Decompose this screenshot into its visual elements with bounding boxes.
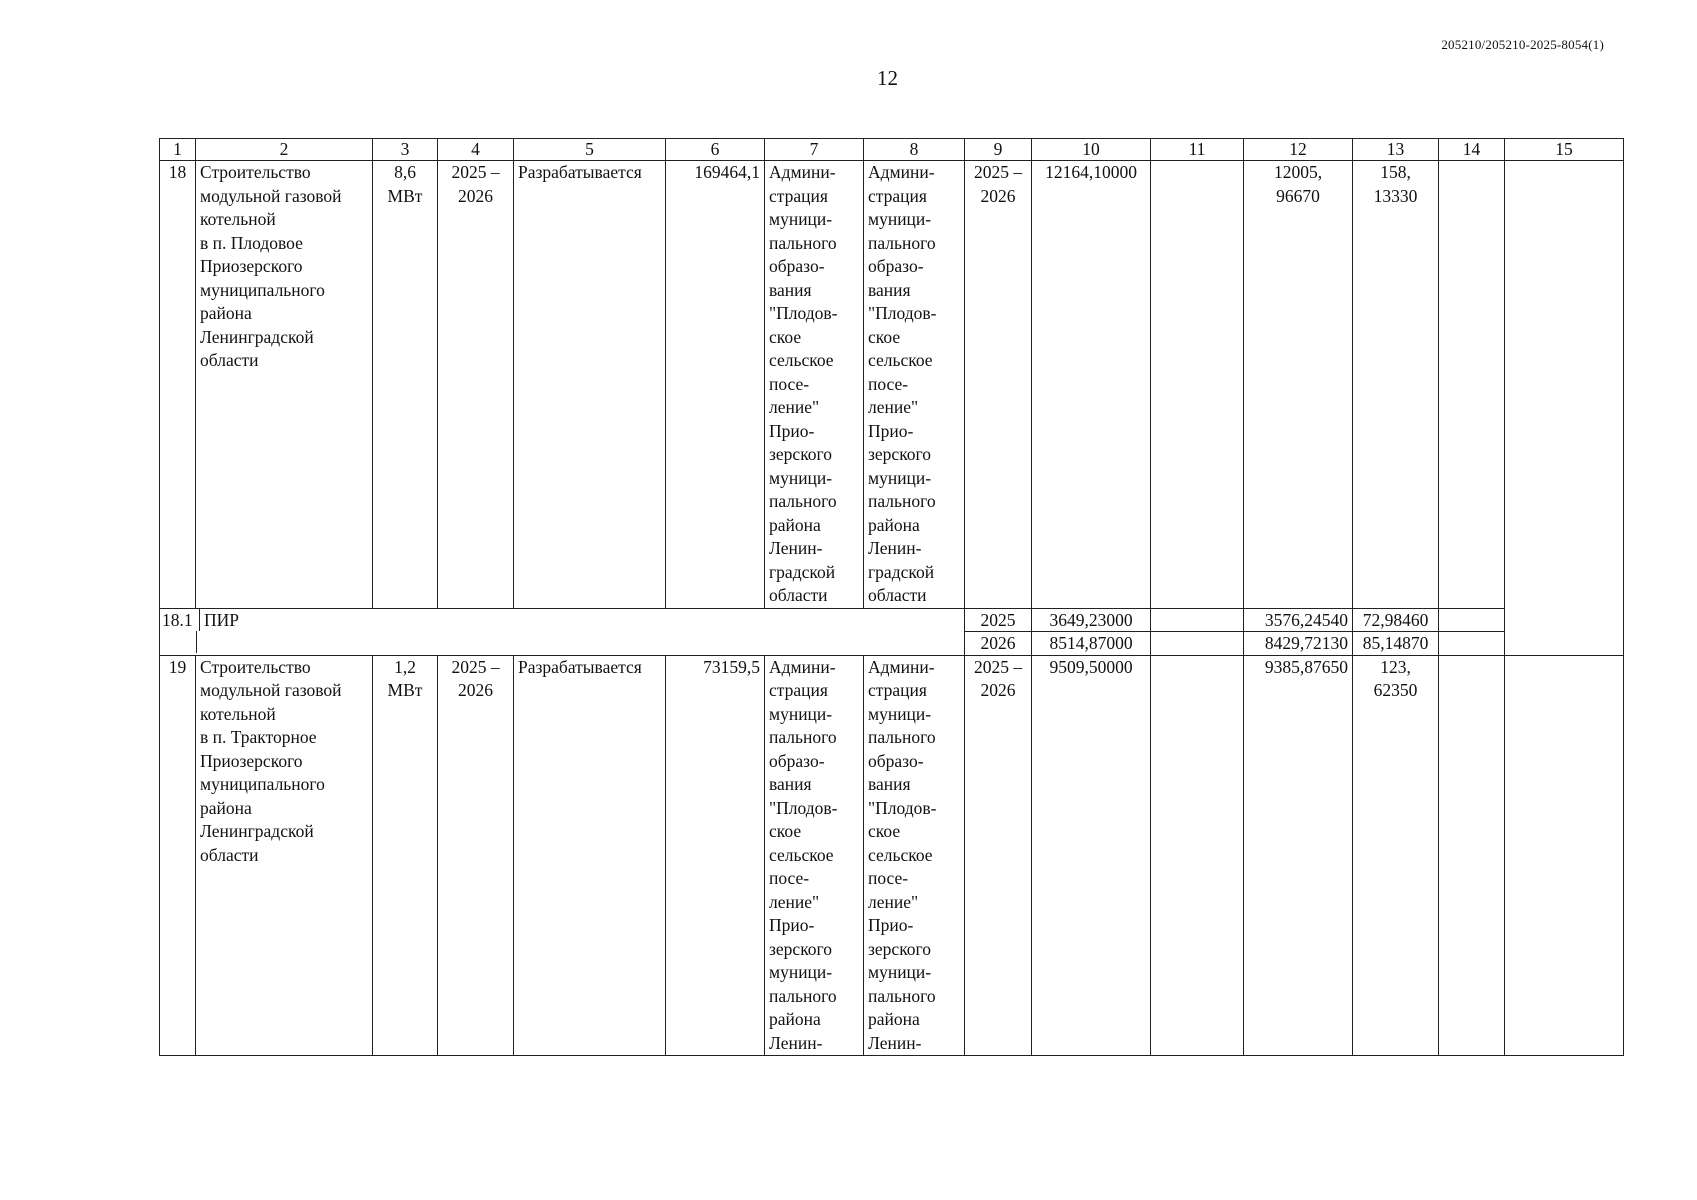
column-header: 9 [965, 139, 1032, 161]
cost: 73159,5 [666, 655, 765, 1056]
col-13-value: 85,14870 [1353, 631, 1439, 655]
col-11-value [1151, 631, 1244, 655]
year: 2025 [965, 608, 1032, 631]
row-number: 19 [160, 655, 196, 1056]
status: Разрабатывается [514, 161, 666, 609]
column-header: 8 [864, 139, 965, 161]
col-15-value [1505, 161, 1624, 656]
column-header: 13 [1353, 139, 1439, 161]
col-12-value: 9385,87650 [1244, 655, 1353, 1056]
project-name: Строительство модульной газовой котельной в п. Тракторное Приозерского муниципального района Ленинградской области [196, 655, 373, 1056]
column-header: 14 [1439, 139, 1505, 161]
col-14-value [1439, 608, 1505, 631]
column-header: 12 [1244, 139, 1353, 161]
implementation-years: 2025 – 2026 [965, 655, 1032, 1056]
col-14-value [1439, 161, 1505, 609]
capacity: 8,6 МВт [373, 161, 438, 609]
table-row [160, 631, 1624, 655]
col-13-value: 123, 62350 [1353, 655, 1439, 1056]
project-name: Строительство модульной газовой котельной в п. Плодовое Приозерского муниципального района Ленинградской области [196, 161, 373, 609]
column-header: 2 [196, 139, 373, 161]
executor: Админи- страция муници- пального образо- вания "Плодов- ское сельское посе- ление" Прио- зерского муници- пального района Ленин- градской области [864, 161, 965, 609]
column-header: 11 [1151, 139, 1244, 161]
program-table [159, 138, 1624, 1056]
table-row [160, 608, 1624, 631]
col-11-value [1151, 655, 1244, 1056]
col-13-value: 72,98460 [1353, 608, 1439, 631]
page-number: 12 [877, 66, 898, 90]
document-id: 205210/205210-2025-8054(1) [1441, 37, 1604, 52]
customer: Админи- страция муници- пального образо- вания "Плодов- ское сельское посе- ление" Прио- зерского муници- пального района Ленин- градской области [765, 161, 864, 609]
table-row [160, 655, 1624, 1056]
column-header: 10 [1032, 139, 1151, 161]
subitem-number: 18.1 [162, 609, 193, 630]
column-header: 5 [514, 139, 666, 161]
total-amount: 12164,10000 [1032, 161, 1151, 609]
column-number-row [160, 139, 1624, 161]
col-11-value [1151, 608, 1244, 631]
period: 2025 – 2026 [438, 655, 514, 1056]
col-12-value: 3576,24540 [1244, 608, 1353, 631]
row-number: 18 [160, 161, 196, 609]
table-row [160, 161, 1624, 609]
year: 2026 [965, 631, 1032, 655]
column-header: 4 [438, 139, 514, 161]
total-amount: 9509,50000 [1032, 655, 1151, 1056]
column-header: 7 [765, 139, 864, 161]
col-14-value [1439, 655, 1505, 1056]
inner-divider [160, 631, 197, 653]
col-12-value: 8429,72130 [1244, 631, 1353, 655]
col-15-value [1505, 655, 1624, 1056]
executor: Админи- страция муници- пального образо- вания "Плодов- ское сельское посе- ление" Прио- зерского муници- пального района Ленин- [864, 655, 965, 1056]
subitem-name: ПИР [204, 609, 240, 630]
col-12-value: 12005, 96670 [1244, 161, 1353, 609]
column-header: 3 [373, 139, 438, 161]
column-header: 6 [666, 139, 765, 161]
customer: Админи- страция муници- пального образо- вания "Плодов- ское сельское посе- ление" Прио- зерского муници- пального района Ленин- [765, 655, 864, 1056]
subitem-label-continuation [160, 631, 965, 655]
capacity: 1,2 МВт [373, 655, 438, 1056]
col-13-value: 158, 13330 [1353, 161, 1439, 609]
total-amount: 3649,23000 [1032, 608, 1151, 631]
column-header: 1 [160, 139, 196, 161]
status: Разрабатывается [514, 655, 666, 1056]
column-header: 15 [1505, 139, 1624, 161]
col-11-value [1151, 161, 1244, 609]
subitem-label [160, 608, 965, 631]
implementation-years: 2025 – 2026 [965, 161, 1032, 609]
cost: 169464,1 [666, 161, 765, 609]
period: 2025 – 2026 [438, 161, 514, 609]
col-14-value [1439, 631, 1505, 655]
total-amount: 8514,87000 [1032, 631, 1151, 655]
